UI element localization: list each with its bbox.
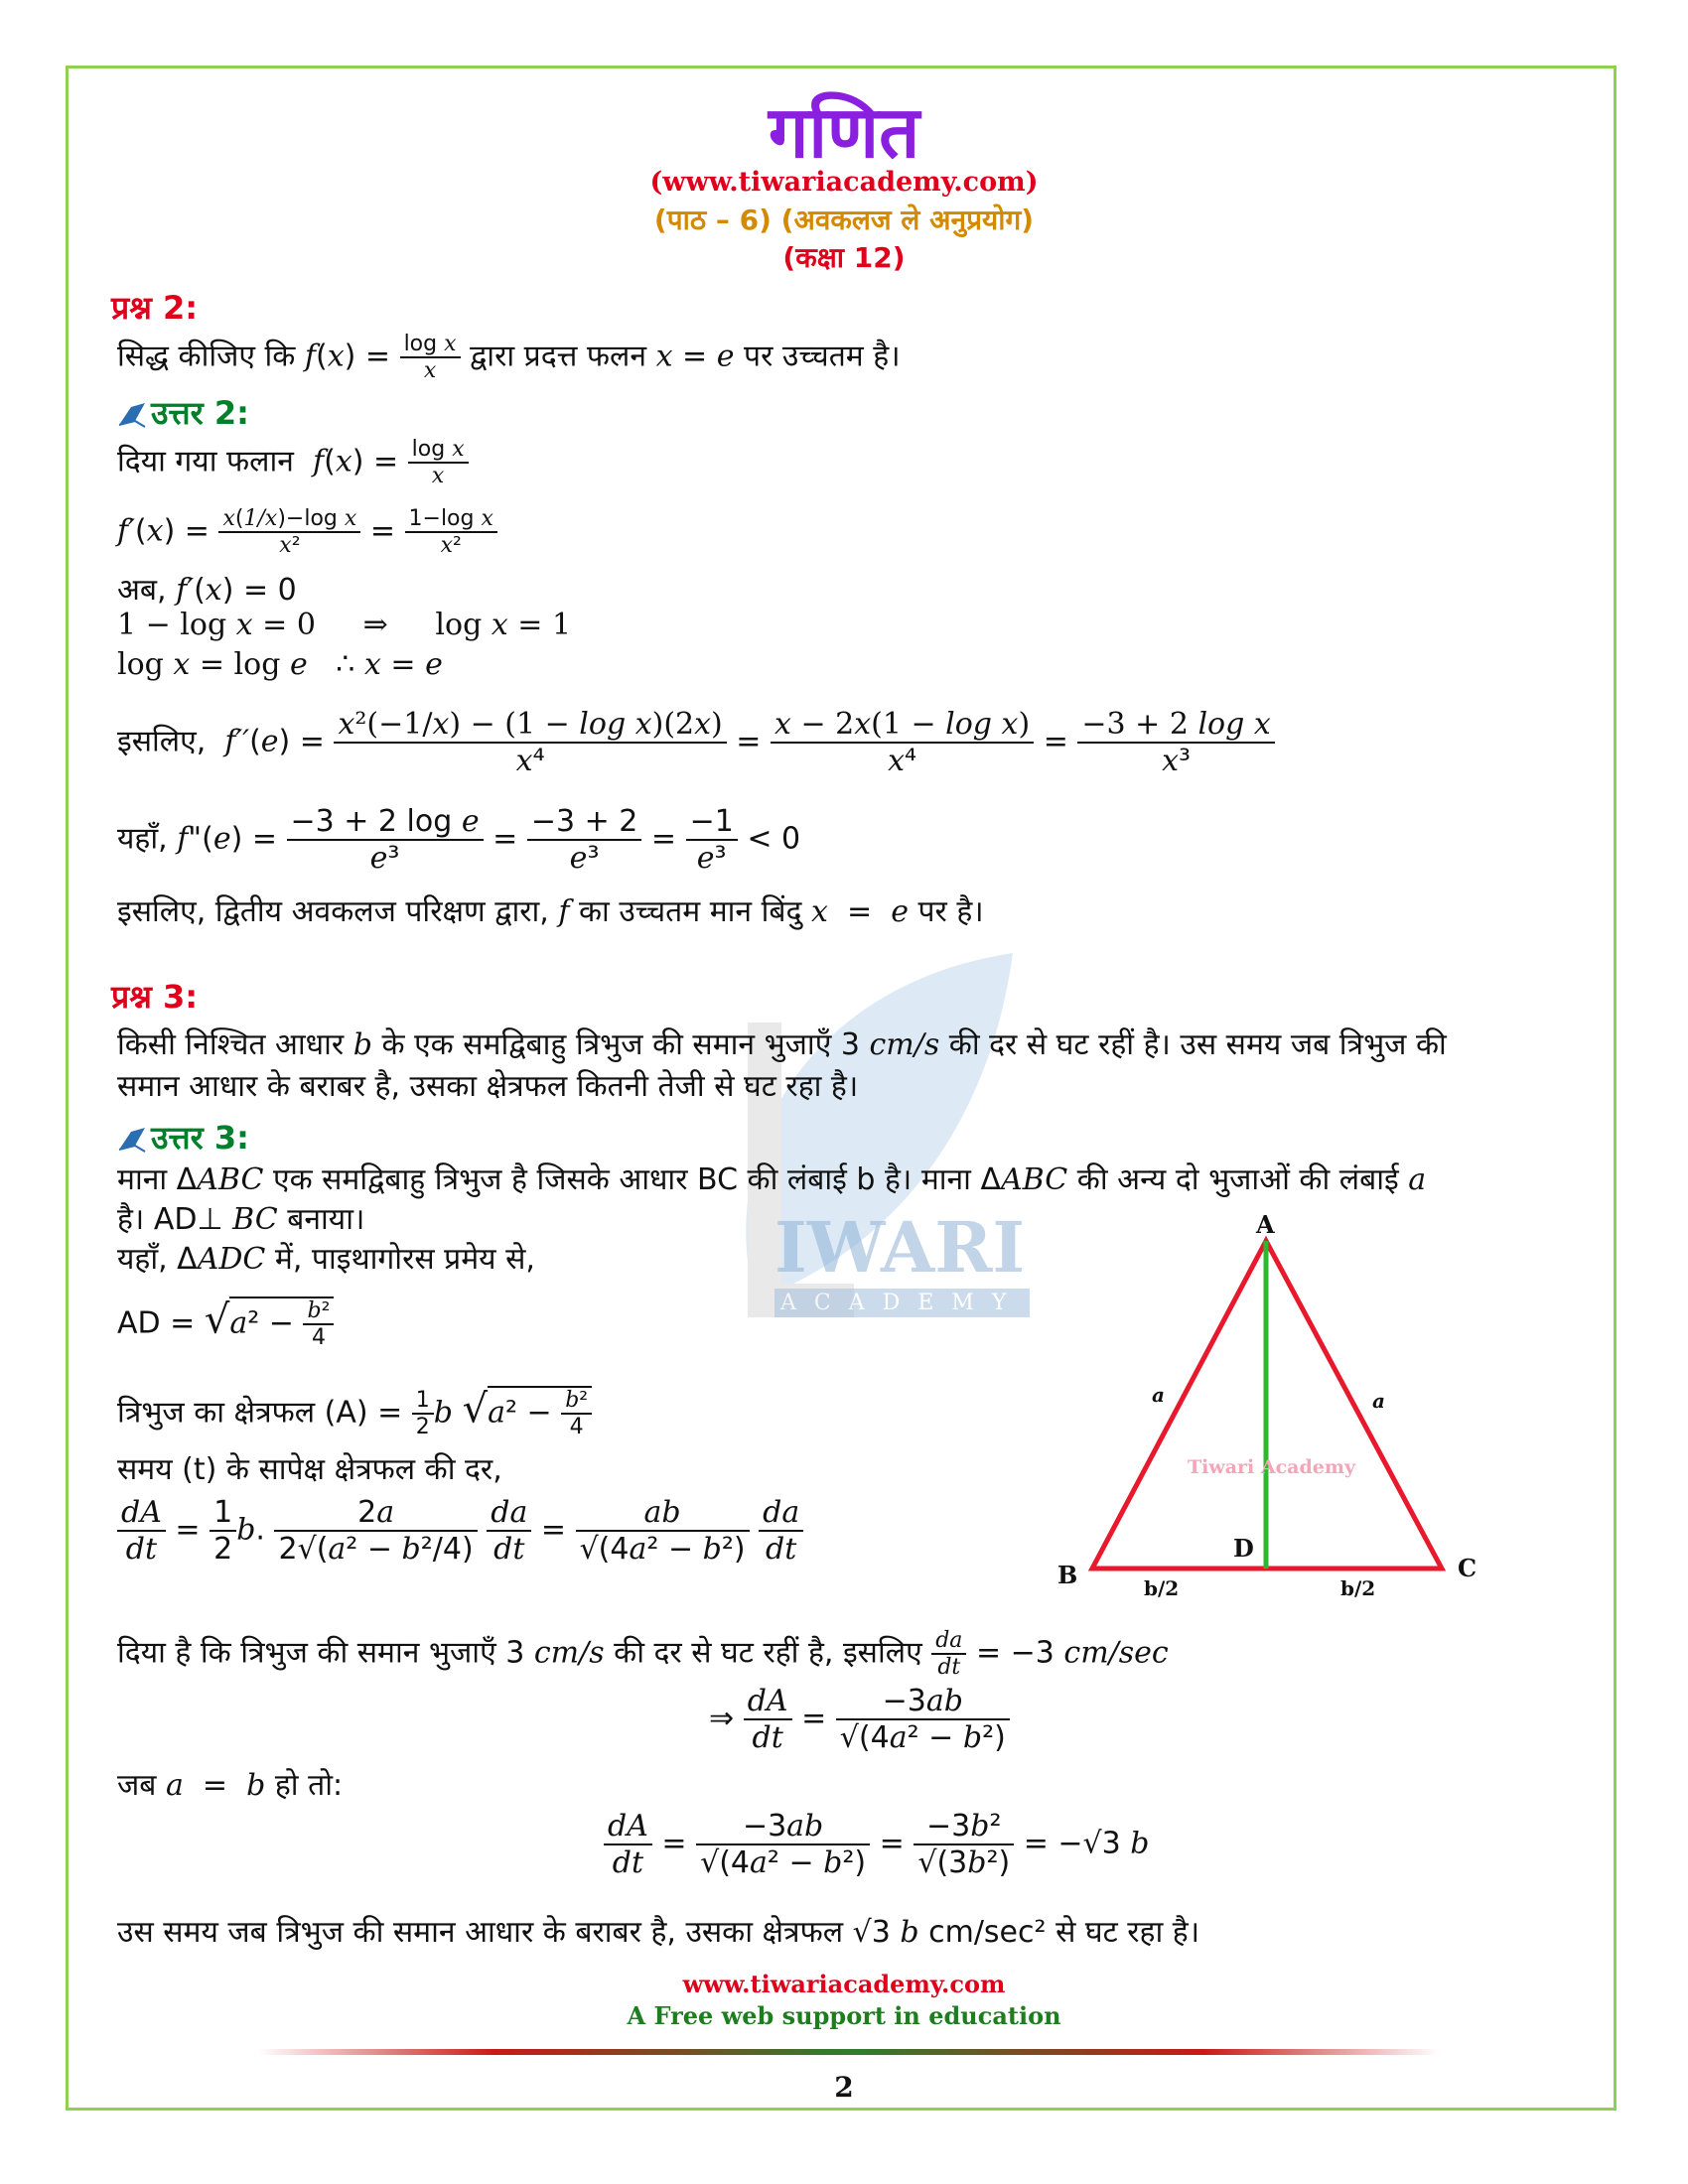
area-formula: त्रिभुज का क्षेत्रफल (A) = $\frac{1}{2}$ b √a² − $\frac{\text{b²}}{4}$ <box>117 1386 592 1439</box>
vertex-a-label: A <box>1256 1210 1275 1239</box>
point-d-label: D <box>1233 1534 1254 1563</box>
first-derivative: f′(x) = $\frac{\text{x(1/x)−log x}}{\text{x²}}$ = $\frac{\text{1−log x}}{\text{x²}}$ <box>117 506 497 558</box>
book-icon <box>117 1126 147 1154</box>
log-equation-1: 1 − log x = 0 ⇒ log x = 1 <box>117 608 572 642</box>
answer-3-heading: उत्तर 3: <box>117 1116 249 1159</box>
watermark-text: IWARI <box>774 1206 1026 1289</box>
chapter-label: (पाठ – 6) (अवकलज ले अनुप्रयोग) <box>653 204 1035 236</box>
question-2-heading: प्रश्न 2: <box>111 289 199 327</box>
side-ab-label: a <box>1152 1383 1165 1407</box>
question-2-text: सिद्ध कीजिए कि f(x) = $\frac{\text{log x}}{x}$ द्वारा प्रदत्त फलन x = e पर उच्चतम है। <box>117 332 901 383</box>
rate-label: समय (t) के सापेक्ष क्षेत्रफल की दर, <box>117 1452 502 1487</box>
footer-site-link[interactable]: www.tiwariacademy.com <box>682 1970 1006 1998</box>
log-equation-2: log x = log e ∴ x = e <box>117 647 443 682</box>
side-ac-label: a <box>1372 1389 1385 1413</box>
when-a-equals-b: जब a = b हो तो: <box>117 1768 344 1803</box>
given-function: दिया गया फलान f(x) = $\frac{\text{log x}}{x}$ <box>117 437 469 488</box>
question-3-line1: किसी निश्चित आधार b के एक समद्विबाहु त्रिभुज की समान भुजाएँ 3 cm/s की दर से घट रहीं है। उस समय जब त्रिभुज की <box>117 1027 1447 1062</box>
vertex-c-label: C <box>1458 1554 1477 1582</box>
half-base-left-label: b/2 <box>1144 1576 1180 1598</box>
q2-conclusion: इसलिए, द्वितीय अवकलज परिक्षण द्वारा, f का उच्चतम मान बिंदु x = e पर है। <box>117 894 984 929</box>
second-derivative: इसलिए, f′′(e) = $\frac{\text{x²(−1/x) − (1 − log x)(2x)}}{\text{x⁴}}$ = $\frac{\text{x − 2x(1 − log x)}}{\text{x⁴}}$ = $\frac{\text{−3 + 2 log x}}{\text{x³}}$ <box>117 707 1275 778</box>
diagram-watermark: Tiwari Academy <box>1188 1456 1356 1478</box>
triangle-diagram <box>1043 1201 1499 1598</box>
answer-3-line1: माना ΔABC एक समद्विबाहु त्रिभुज है जिसके आधार BC की लंबाई b है। माना ΔABC की अन्य दो भुजाओं की लंबाई a <box>117 1162 1427 1197</box>
question-3-line2: समान आधार के बराबर है, उसका क्षेत्रफल कितनी तेजी से घट रहा है। <box>117 1069 859 1104</box>
site-link[interactable]: (www.tiwariacademy.com) <box>649 167 1039 198</box>
answer-2-heading: उत्तर 2: <box>117 391 249 434</box>
watermark-subtext: ACADEMY <box>774 1289 1030 1317</box>
question-3-heading: प्रश्न 3: <box>111 978 199 1016</box>
given-rate-line: दिया है कि त्रिभुज की समान भुजाएँ 3 cm/s की दर से घट रहीं है, इसलिए $\frac{da}{dt}$ = −3 cm/sec <box>117 1628 1169 1680</box>
book-icon <box>117 401 147 429</box>
answer-3-line2: है। AD⊥ BC बनाया। <box>117 1202 365 1237</box>
ad-formula: AD = √a² − $\frac{\text{b²}}{4}$ <box>117 1297 334 1350</box>
page-number: 2 <box>834 2071 854 2104</box>
footer-tagline: A Free web support in education <box>627 2001 1061 2030</box>
second-derivative-at-e: यहाँ, f"(e) = $\frac{\text{−3 + 2 log e}}{\text{e³}}$ = $\frac{-3 + 2}{\text{e³}}$ = $\frac{-1}{\text{e³}}$ < 0 <box>117 804 801 876</box>
footer-divider <box>258 2049 1440 2055</box>
answer-3-line3: यहाँ, ΔADC में, पाइथागोरस प्रमेय से, <box>117 1242 535 1277</box>
vertex-b-label: B <box>1057 1561 1078 1589</box>
substituted-rate: ⇒ $\frac{dA}{dt}$ = $\frac{-3ab}{\text{√(4a² − b²)}}$ <box>709 1684 1010 1755</box>
half-base-right-label: b/2 <box>1340 1576 1376 1598</box>
rate-formula: $\frac{dA}{dt}$ = $\frac{1}{2}$ b. $\frac{2a}{\text{2√(a² − b²/4)}}$ $\frac{da}{dt}$ = $\frac{ab}{\text{√(4a² − b²)}}$ $\frac{da}{dt}$ <box>117 1495 803 1567</box>
final-rate-formula: $\frac{dA}{dt}$ = $\frac{-3ab}{\text{√(4a² − b²)}}$ = $\frac{\text{−3b²}}{\text{√(3b²)}}$ = −√3 b <box>604 1809 1150 1880</box>
q3-conclusion: उस समय जब त्रिभुज की समान आधार के बराबर है, उसका क्षेत्रफल √3 b cm/sec² से घट रहा है। <box>117 1915 1200 1950</box>
page-title: गणित <box>768 90 920 174</box>
set-zero-line: अब, f′(x) = 0 <box>117 573 297 608</box>
class-label: (कक्षा 12) <box>782 241 906 274</box>
